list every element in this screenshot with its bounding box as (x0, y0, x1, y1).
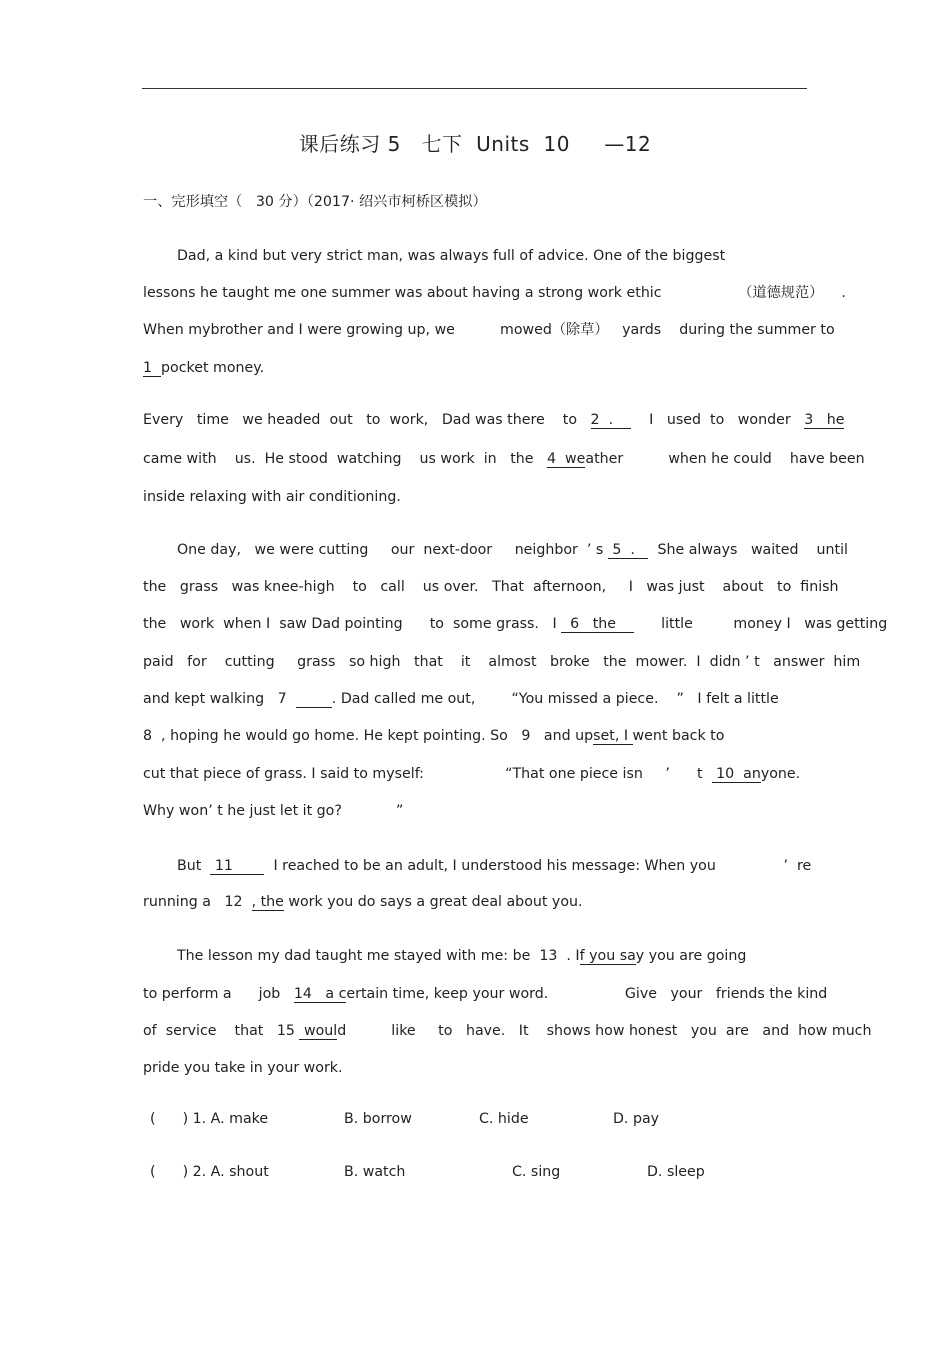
blank-segment: 2 . (590, 412, 632, 428)
text-segment: pride you take in your work. (143, 1060, 343, 1076)
answer-option: B. watch (344, 1164, 406, 1180)
text-segment: running a 12 (143, 894, 252, 910)
text-segment: ather when he could have been (585, 451, 865, 467)
blank-segment: 6 the (561, 616, 635, 632)
text-segment: to perform a job (143, 986, 294, 1002)
text-segment: The lesson my dad taught me stayed with me: be 13 . I (177, 948, 580, 964)
passage-line (143, 689, 779, 709)
blank-segment: 5 . (607, 542, 649, 558)
blank-segment: 14 a c (293, 986, 347, 1002)
text-segment: d like to have. It shows how honest you are and how much (337, 1023, 872, 1039)
text-segment: 8 , hoping he would go home. He kept pointing. So 9 and up (143, 728, 594, 744)
text-segment: . Dad called me out, “You missed a piece. ” I felt a little (331, 691, 779, 707)
text-segment: y you are going (635, 948, 747, 964)
passage-line (143, 487, 401, 507)
text-segment: the grass was knee-high to call us over. That afternoon, I was just about to finish (143, 579, 839, 595)
text-segment: came with us. He stood watching us work in the (143, 451, 548, 467)
passage-line (143, 892, 583, 912)
text-segment: I reached to be an adult, I understood his message: When you ’ re (264, 858, 812, 874)
passage-line (143, 801, 403, 821)
passage-line (177, 856, 811, 876)
answer-option: C. hide (479, 1111, 529, 1127)
text-segment: cut that piece of grass. I said to myself: “That one piece isn ’ t (143, 766, 712, 782)
text-segment: Why won’ t he just let it go? ” (143, 803, 404, 819)
text-segment: But (177, 858, 211, 874)
passage-line (177, 946, 746, 966)
text-segment: lessons he taught me one summer was about having a strong work ethic （道德规范） . (143, 285, 846, 301)
passage-line (143, 614, 887, 634)
passage-line (177, 246, 725, 266)
text-segment: paid for cutting grass so high that it almost broke the mower. I didn ’ t answer him (143, 654, 861, 670)
passage-line (143, 410, 844, 430)
passage-line (143, 358, 264, 378)
answer-option: D. pay (613, 1111, 660, 1127)
passage-line (143, 652, 860, 672)
question-stem: ( ) 2. A. shout (150, 1164, 269, 1180)
text-segment: yone. (760, 766, 801, 782)
blank-segment (296, 691, 332, 708)
blank-segment: 3 he (804, 412, 845, 428)
passage-line (143, 449, 865, 469)
text-segment: work you do says a great deal about you. (283, 894, 583, 910)
blank-segment: 10 an (711, 766, 761, 782)
blank-segment: woul (299, 1023, 338, 1039)
answer-option: B. borrow (344, 1111, 412, 1127)
passage-line (143, 577, 839, 597)
passage-line (143, 984, 827, 1004)
text-segment: One day, we were cutting our next-door neighbor ’ s (177, 542, 608, 558)
text-segment: pocket money. (161, 360, 265, 376)
text-segment: and kept walking 7 (143, 691, 296, 707)
text-segment: Dad, a kind but very strict man, was always full of advice. One of the biggest (177, 248, 726, 264)
text-segment: the work when I saw Dad pointing to some grass. I (143, 616, 562, 632)
blank-segment: , the (251, 894, 284, 910)
passage-line (143, 1058, 343, 1078)
passage-line (143, 320, 835, 340)
text-segment: ertain time, keep your word. Give your friends the kind (346, 986, 828, 1002)
passage-line (143, 726, 724, 746)
passage-line (143, 283, 846, 303)
blank-segment: 1 (143, 360, 162, 376)
blank-segment: set, I (593, 728, 633, 744)
passage-line (177, 540, 848, 560)
question-stem: ( ) 1. A. make (150, 1111, 269, 1127)
text-segment: Every time we headed out to work, Dad was there to (143, 412, 591, 428)
text-segment: went back to (632, 728, 725, 744)
passage-line (143, 1021, 871, 1041)
text-segment: I used to wonder (631, 412, 805, 428)
text-segment: She always waited until (648, 542, 848, 558)
answer-option: D. sleep (647, 1164, 705, 1180)
text-segment: inside relaxing with air conditioning. (143, 489, 401, 505)
blank-segment: 4 we (547, 451, 586, 467)
answer-option: C. sing (512, 1164, 561, 1180)
page-title: 课后练习 5 七下 Units 10 —12 (298, 132, 652, 156)
blank-segment: f you sa (579, 948, 636, 964)
text-segment: When mybrother and I were growing up, we mowed（除草） yards during the summer to (143, 322, 835, 338)
text-segment: little money I was getting (634, 616, 888, 632)
passage-line (143, 764, 800, 784)
blank-segment: 11 (210, 858, 265, 874)
top-rule (142, 88, 807, 89)
text-segment: of service that 15 (143, 1023, 300, 1039)
section-heading: 一、完形填空（ 30 分）（2017· 绍兴市柯桥区模拟） (143, 194, 487, 210)
